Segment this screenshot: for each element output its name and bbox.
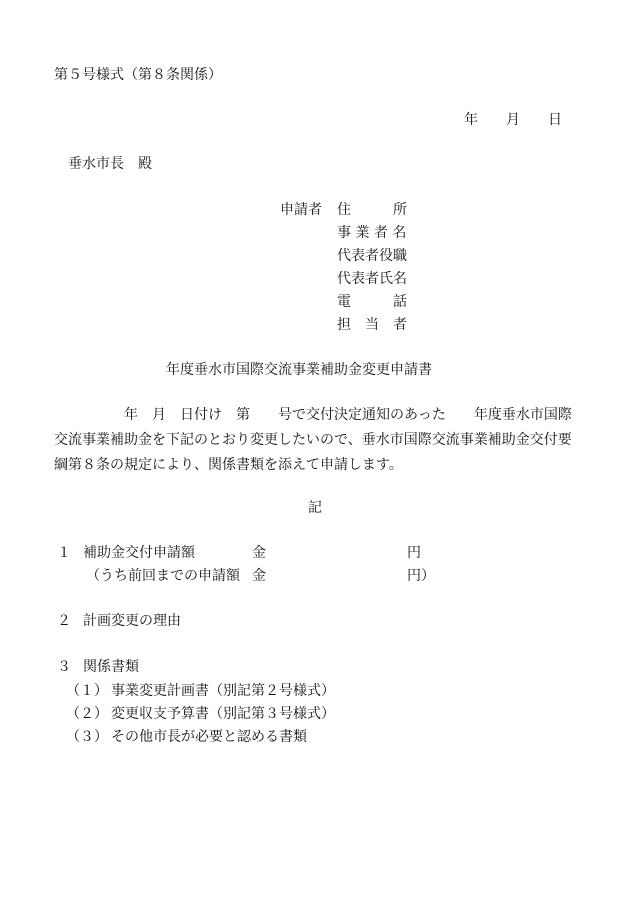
item-2-label: 計画変更の理由 <box>83 613 181 629</box>
item-3-doc-2-number: （２） <box>66 706 108 722</box>
document-title: 年度垂水市国際交流事業補助金変更申請書 <box>166 362 432 378</box>
item-2-number: ２ <box>57 613 71 629</box>
date-year: 年 <box>464 112 478 128</box>
applicant-field-contact: 担 当 者 <box>337 317 407 333</box>
body-line-1: 年 月 日付け 第 号で交付決定通知のあった 年度垂水市国際 <box>124 407 572 423</box>
item-3-doc-1-number: （１） <box>66 683 108 699</box>
body-line-2: 交流事業補助金を下記のとおり変更したいので、垂水市国際交流事業補助金交付要 <box>54 432 572 448</box>
date-day: 日 <box>548 112 562 128</box>
item-1-yen: 円 <box>407 545 421 561</box>
applicant-field-phone: 電 話 <box>337 294 407 310</box>
item-1-number: １ <box>57 545 71 561</box>
applicant-field-business-name: 事 業 者 名 <box>337 225 407 241</box>
ki-heading: 記 <box>308 500 322 516</box>
item-3-doc-1-text: 事業変更計画書（別記第２号様式） <box>111 683 335 699</box>
applicant-heading: 申請者 <box>280 202 322 218</box>
item-3-number: ３ <box>57 659 71 675</box>
item-1-sub-kin: 金 <box>252 568 266 584</box>
item-1-kin: 金 <box>252 545 266 561</box>
item-3-doc-3-text: その他市長が必要と認める書類 <box>111 729 307 745</box>
addressee: 垂水市長 殿 <box>68 156 152 172</box>
body-paragraph <box>54 403 594 478</box>
form-number-label: 第５号様式（第８条関係） <box>54 67 222 83</box>
item-1-sub-label: （うち前回までの申請額 <box>86 568 240 584</box>
item-3-doc-3-number: （３） <box>66 729 108 745</box>
item-3-label: 関係書類 <box>83 659 139 675</box>
applicant-field-representative-title: 代表者役職 <box>337 248 407 264</box>
item-3-doc-2-text: 変更収支予算書（別記第３号様式） <box>111 706 335 722</box>
date-line <box>464 109 562 131</box>
item-1-label: 補助金交付申請額 <box>83 545 195 561</box>
item-1-sub-yen: 円） <box>407 568 435 584</box>
body-line-3: 綱第８条の規定により、関係書類を添えて申請します。 <box>54 457 403 473</box>
date-month: 月 <box>506 112 520 128</box>
applicant-field-address: 住 所 <box>337 202 407 218</box>
applicant-field-representative-name: 代表者氏名 <box>337 271 407 287</box>
